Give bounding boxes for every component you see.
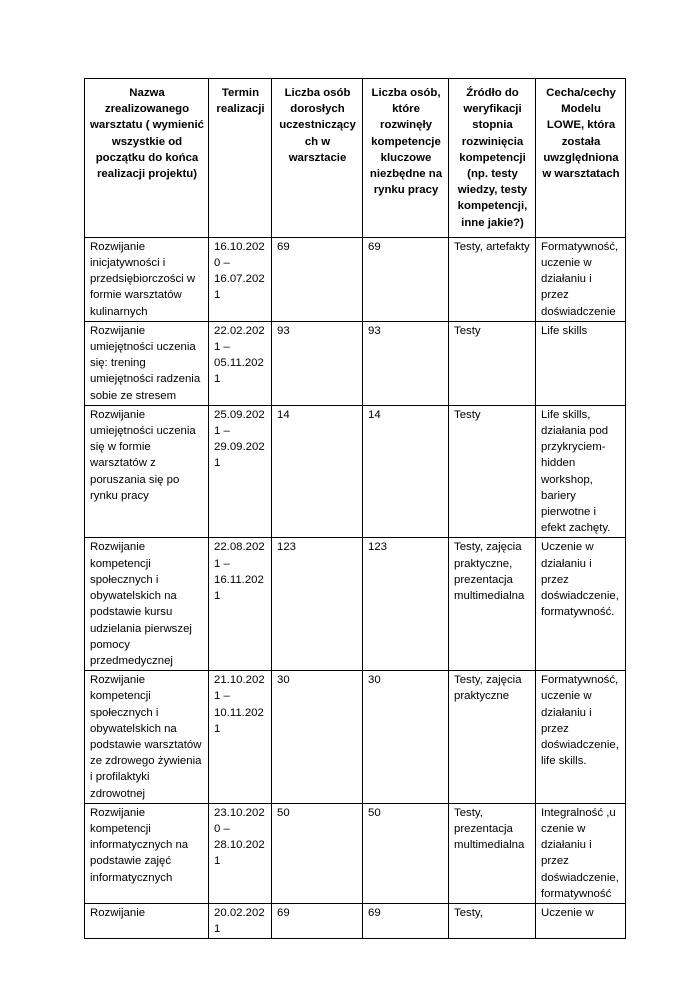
cell-adults-count: 50 <box>272 803 363 903</box>
cell-workshop-name: Rozwijanie <box>85 903 209 938</box>
cell-developed-count: 69 <box>363 237 449 321</box>
header-verification-source: Źródło do weryfikacji stopnia rozwinięcia kompetencji (np. testy wiedzy, testy kompetencji, inne jakie?) <box>449 79 536 238</box>
cell-workshop-name: Rozwijanie kompetencji informatycznych na podstawie zajęć informatycznych <box>85 803 209 903</box>
table-row <box>85 903 626 938</box>
cell-developed-count: 69 <box>363 903 449 938</box>
cell-lowe-features: Formatywność, uczenie w działaniu i przez doświadczenie, life skills. <box>536 671 626 804</box>
cell-date: 25.09.2021 – 29.09.2021 <box>209 405 272 538</box>
header-adults-count: Liczba osób dorosłych uczestniczących w warsztacie <box>272 79 363 238</box>
cell-adults-count: 123 <box>272 538 363 671</box>
cell-adults-count: 69 <box>272 903 363 938</box>
cell-verification-source: Testy <box>449 321 536 405</box>
cell-verification-source: Testy, <box>449 903 536 938</box>
header-workshop-name: Nazwa zrealizowanego warsztatu ( wymienić wszystkie od początku do końca realizacji projektu) <box>85 79 209 238</box>
cell-developed-count: 93 <box>363 321 449 405</box>
cell-date: 23.10.2020 – 28.10.2021 <box>209 803 272 903</box>
cell-date: 22.02.2021 – 05.11.2021 <box>209 321 272 405</box>
cell-workshop-name: Rozwijanie inicjatywności i przedsiębiorczości w formie warsztatów kulinarnych <box>85 237 209 321</box>
cell-lowe-features: Life skills <box>536 321 626 405</box>
table-row <box>85 237 626 321</box>
cell-verification-source: Testy <box>449 405 536 538</box>
header-lowe-features: Cecha/cechy Modelu LOWE, która została uwzględniona w warsztatach <box>536 79 626 238</box>
cell-adults-count: 30 <box>272 671 363 804</box>
cell-date: 22.08.2021 – 16.11.2021 <box>209 538 272 671</box>
cell-lowe-features: Uczenie w działaniu i przez doświadczenie, formatywność. <box>536 538 626 671</box>
cell-workshop-name: Rozwijanie kompetencji społecznych i obywatelskich na podstawie kursu udzielania pierwszej pomocy przedmedycznej <box>85 538 209 671</box>
workshops-table <box>84 78 626 939</box>
cell-adults-count: 14 <box>272 405 363 538</box>
table-header-row <box>85 79 626 238</box>
cell-workshop-name: Rozwijanie umiejętności uczenia się w formie warsztatów z poruszania się po rynku pracy <box>85 405 209 538</box>
header-date: Termin realizacji <box>209 79 272 238</box>
table-row <box>85 803 626 903</box>
cell-adults-count: 93 <box>272 321 363 405</box>
table-row <box>85 671 626 804</box>
cell-developed-count: 30 <box>363 671 449 804</box>
header-developed-count: Liczba osób, które rozwinęły kompetencje kluczowe niezbędne na rynku pracy <box>363 79 449 238</box>
cell-date: 20.02.2021 <box>209 903 272 938</box>
cell-verification-source: Testy, artefakty <box>449 237 536 321</box>
cell-lowe-features: Life skills, działania pod przykryciem- hidden workshop, bariery pierwotne i efekt zachęty. <box>536 405 626 538</box>
cell-verification-source: Testy, prezentacja multimedialna <box>449 803 536 903</box>
cell-workshop-name: Rozwijanie umiejętności uczenia się: trening umiejętności radzenia sobie ze stresem <box>85 321 209 405</box>
cell-adults-count: 69 <box>272 237 363 321</box>
cell-lowe-features: Integralność ,u czenie w działaniu i przez doświadczenie, formatywność <box>536 803 626 903</box>
cell-date: 21.10.2021 – 10.11.2021 <box>209 671 272 804</box>
cell-date: 16.10.2020 – 16.07.2021 <box>209 237 272 321</box>
cell-developed-count: 123 <box>363 538 449 671</box>
cell-developed-count: 14 <box>363 405 449 538</box>
cell-verification-source: Testy, zajęcia praktyczne <box>449 671 536 804</box>
cell-developed-count: 50 <box>363 803 449 903</box>
table-row <box>85 405 626 538</box>
table-row <box>85 538 626 671</box>
table-row <box>85 321 626 405</box>
cell-workshop-name: Rozwijanie kompetencji społecznych i obywatelskich na podstawie warsztatów ze zdrowego żywienia i profilaktyki zdrowotnej <box>85 671 209 804</box>
cell-verification-source: Testy, zajęcia praktyczne, prezentacja multimedialna <box>449 538 536 671</box>
cell-lowe-features: Formatywność, uczenie w działaniu i przez doświadczenie <box>536 237 626 321</box>
cell-lowe-features: Uczenie w <box>536 903 626 938</box>
